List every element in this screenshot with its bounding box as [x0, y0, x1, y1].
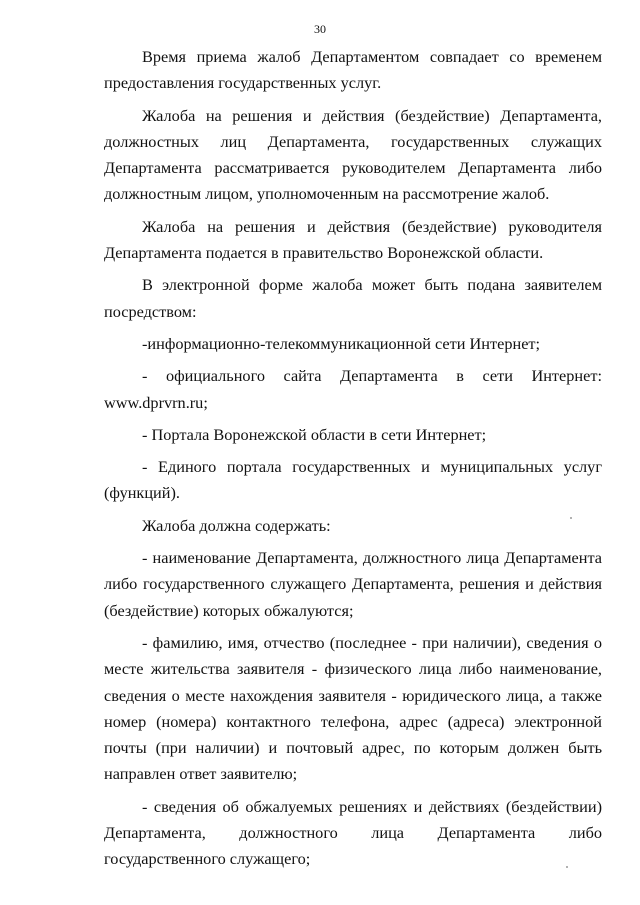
list-item-official-site: - официального сайта Департамента в сети Интернет: www.dprvrn.ru;	[104, 366, 602, 412]
scan-speck	[570, 517, 572, 519]
list-item-unified-portal: - Единого портала государственных и муниципальных услуг (функций).	[104, 457, 602, 503]
paragraph-complaint-review: Жалоба на решения и действия (бездействие) Департамента, должностных лиц Департамента, государственных служащих Департамента рассматривается руководителем Департамента либо должностным лицом, уполномоченным на рассмотрение жалоб.	[104, 105, 602, 204]
list-item-regional-portal: - Портала Воронежской области в сети Интернет;	[142, 424, 487, 444]
paragraph-reception-time: Время приема жалоб Департаментом совпадает со временем предоставления государственных услуг.	[104, 47, 602, 93]
paragraph-complaint-contents: Жалоба должна содержать:	[142, 515, 331, 535]
body-text	[104, 44, 602, 873]
paragraph-electronic-form: В электронной форме жалоба может быть подана заявителем посредством:	[104, 275, 602, 321]
paragraph-complaint-head: Жалоба на решения и действия (бездействие) руководителя Департамента подается в правительство Воронежской области.	[104, 216, 602, 263]
list-item-internet: -информационно-телекоммуникационной сети Интернет;	[142, 333, 541, 353]
scan-speck	[566, 866, 568, 868]
list-item-appealed-decisions: - сведения об обжалуемых решениях и действиях (бездействии) Департамента, должностного лица Департамента либо государственного служащего;	[104, 796, 602, 869]
page-number: 30	[314, 22, 326, 36]
list-item-department-name: - наименование Департамента, должностного лица Департамента либо государственного служащего Департамента, решения и действия (бездействие) которых обжалуются;	[104, 548, 602, 620]
list-item-applicant-details: - фамилию, имя, отчество (последнее - при наличии), сведения о месте жительства заявителя - физического лица либо наименование, сведения о месте нахождения заявителя - юридического лица, а также номер (номера) контактного телефона, адрес (адреса) электронной почты (при наличии) и почтовый адрес, по которым должен быть направлен ответ заявителю;	[104, 632, 602, 784]
